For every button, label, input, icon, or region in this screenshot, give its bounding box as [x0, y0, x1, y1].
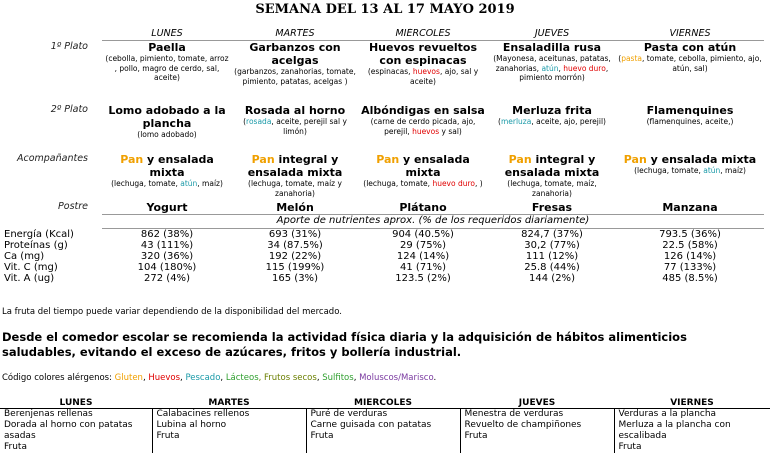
dinner-header-miercoles: MIERCOLES: [306, 397, 460, 409]
primer-plato-jueves: Ensaladilla rusa (Mayonesa, aceitunas, patatas, zanahorias, atún, huevo duro, pimiento morrón): [493, 41, 611, 82]
nutrient-value: 115 (199%): [265, 262, 325, 273]
allergen-lacteos: Lácteos: [225, 373, 259, 383]
acompanante-martes: Pan integral y ensalada mixta (lechuga, tomate, maíz y zanahoria): [247, 153, 343, 198]
postre-lunes: Yogurt: [102, 201, 232, 215]
market-note: La fruta del tiempo puede variar dependiendo de la disponibilidad del mercado.: [2, 307, 342, 317]
nutrient-value: 22.5 (58%): [662, 240, 718, 251]
row-postre: [0, 201, 764, 215]
postre-martes: Melón: [232, 201, 358, 215]
nutrient-name: Ca (mg): [4, 251, 45, 262]
dinner-header-lunes: LUNES: [0, 397, 152, 409]
allergen-moluscos: Moluscos/Marisco: [359, 373, 434, 383]
acompanante-jueves: Pan integral y ensalada mixta (lechuga, tomate, maíz, zanahoria): [504, 153, 600, 198]
dinner-header-martes: MARTES: [152, 397, 306, 409]
nutrient-name: Proteínas (g): [4, 240, 68, 251]
nutrient-value: 43 (111%): [140, 240, 194, 251]
primer-plato-miercoles: Huevos revueltos con espinacas (espinacas, huevos, ajo, sal y aceite): [367, 41, 479, 86]
dinner-viernes: Verduras a la plancha Merluza a la plancha con escalibada Fruta: [618, 409, 731, 452]
dinner-martes: Calabacines rellenos Lubina al horno Fruta: [152, 409, 306, 454]
nutrient-value: 41 (71%): [400, 262, 446, 273]
weekly-menu-table: [0, 28, 764, 284]
postre-viernes: Manzana: [616, 201, 764, 215]
dinner-suggestions-table: [0, 397, 770, 453]
row-label-segundo-plato: 2º Plato: [50, 104, 88, 115]
nutrient-value: 124 (14%): [396, 251, 450, 262]
allergen-huevos: Huevos: [148, 373, 181, 383]
aporte-title: Aporte de nutrientes aprox. (% de los requeridos diariamente): [102, 215, 764, 229]
acompanante-viernes: Pan y ensalada mixta (lechuga, tomate, atún, maíz): [623, 153, 757, 175]
row-label-acompanantes: Acompañantes: [16, 153, 88, 164]
nutrient-name: Vit. A (ug): [4, 273, 55, 284]
nutrient-value: 111 (12%): [525, 251, 579, 262]
segundo-plato-jueves: Merluza frita (merluza, aceite, ajo, perejil): [498, 104, 606, 126]
nutrient-value: 25.8 (44%): [524, 262, 580, 273]
day-header-lunes: LUNES: [102, 28, 232, 41]
dinner-header-viernes: VIERNES: [614, 397, 770, 409]
nutrient-row: [0, 251, 764, 262]
row-segundo-plato: [0, 104, 764, 153]
nutrient-value: 34 (87.5%): [267, 240, 323, 251]
nutrient-value: 144 (2%): [529, 273, 575, 284]
nutrient-value: 320 (36%): [140, 251, 194, 262]
row-label-postre: Postre: [58, 201, 88, 212]
segundo-plato-martes: Rosada al horno (rosada, aceite, perejil sal y limón): [243, 104, 347, 136]
acompanante-miercoles: Pan y ensalada mixta (lechuga, tomate, huevo duro, ): [363, 153, 483, 188]
nutrient-value: 77 (133%): [663, 262, 717, 273]
allergen-legend: Código colores alérgenos: Gluten, Huevos, Pescado, Lácteos, Frutos secos, Sulfitos, Moluscos/Marisco.: [2, 373, 437, 383]
dinner-header-jueves: JUEVES: [460, 397, 614, 409]
dinner-header-row: [0, 397, 770, 409]
day-header-martes: MARTES: [232, 28, 358, 41]
primer-plato-viernes: Pasta con atún (pasta, tomate, cebolla, pimiento, ajo, atún, sal): [618, 41, 762, 73]
nutrient-value: 904 (40.5%): [392, 229, 454, 240]
nutrient-row: [0, 240, 764, 251]
day-header-miercoles: MIÉRCOLES: [358, 28, 488, 41]
nutrient-value: 824,7 (37%): [521, 229, 583, 240]
day-header-viernes: VIERNES: [616, 28, 764, 41]
nutrient-value: 272 (4%): [144, 273, 190, 284]
postre-jueves: Fresas: [488, 201, 616, 215]
allergen-sulfitos: Sulfitos: [322, 373, 354, 383]
nutrient-value: 30,2 (77%): [524, 240, 580, 251]
row-acompanantes: [0, 153, 764, 201]
nutrient-value: 862 (38%): [140, 229, 194, 240]
postre-miercoles: Plátano: [358, 201, 488, 215]
page-title: SEMANA DEL 13 AL 17 MAYO 2019: [255, 2, 515, 17]
nutrient-value: 104 (180%): [137, 262, 197, 273]
row-label-primer-plato: 1º Plato: [50, 40, 88, 52]
aporte-header-row: [0, 215, 764, 229]
nutrient-value: 126 (14%): [663, 251, 717, 262]
nutrient-value: 793.5 (36%): [659, 229, 721, 240]
dinner-items-row: [0, 409, 770, 454]
segundo-plato-viernes: Flamenquines (flamenquines, aceite,): [646, 104, 734, 126]
nutrient-row: [0, 229, 764, 241]
day-header-row: [0, 28, 764, 41]
nutrient-value: 693 (31%): [268, 229, 322, 240]
nutrient-value: 165 (3%): [272, 273, 318, 284]
day-header-jueves: JUEVES: [488, 28, 616, 41]
row-primer-plato: [0, 41, 764, 105]
segundo-plato-lunes: Lomo adobado a la plancha (lomo adobado): [108, 104, 226, 139]
dinner-miercoles: Puré de verduras Carne guisada con patatas Fruta: [306, 409, 460, 454]
recommendation-text: Desde el comedor escolar se recomienda la actividad física diaria y la adquisición de hábitos alimenticios saludables, evitando el exceso de azúcares, fritos y bollería industrial.: [2, 330, 687, 359]
primer-plato-martes: Garbanzos con acelgas (garbanzos, zanahorias, tomate, pimiento, patatas, acelgas ): [234, 41, 356, 86]
nutrient-value: 29 (75%): [400, 240, 446, 251]
nutrient-value: 123.5 (2%): [395, 273, 451, 284]
nutrient-row: [0, 262, 764, 273]
dinner-jueves: Menestra de verduras Revuelto de champiñones Fruta: [460, 409, 614, 454]
allergen-frutos-secos: , Frutos secos: [258, 373, 317, 383]
nutrient-name: Energía (Kcal): [4, 228, 74, 240]
nutrient-row: [0, 273, 764, 284]
dinner-lunes: Berenjenas rellenas Dorada al horno con patatas asadas Fruta: [0, 409, 152, 454]
primer-plato-lunes: Paella (cebolla, pimiento, tomate, arroz , pollo, magro de cerdo, sal, aceite): [105, 41, 229, 82]
acompanante-lunes: Pan y ensalada mixta (lechuga, tomate, atún, maíz): [111, 153, 223, 188]
allergen-gluten: Gluten: [114, 373, 143, 383]
nutrient-value: 192 (22%): [268, 251, 322, 262]
nutrient-value: 485 (8.5%): [662, 273, 718, 284]
segundo-plato-miercoles: Albóndigas en salsa (carne de cerdo picada, ajo, perejil, huevos y sal): [361, 104, 485, 136]
allergen-pescado: Pescado: [185, 373, 221, 383]
nutrient-name: Vit. C (mg): [4, 262, 58, 273]
allergen-legend-label: Código colores alérgenos:: [2, 373, 115, 383]
